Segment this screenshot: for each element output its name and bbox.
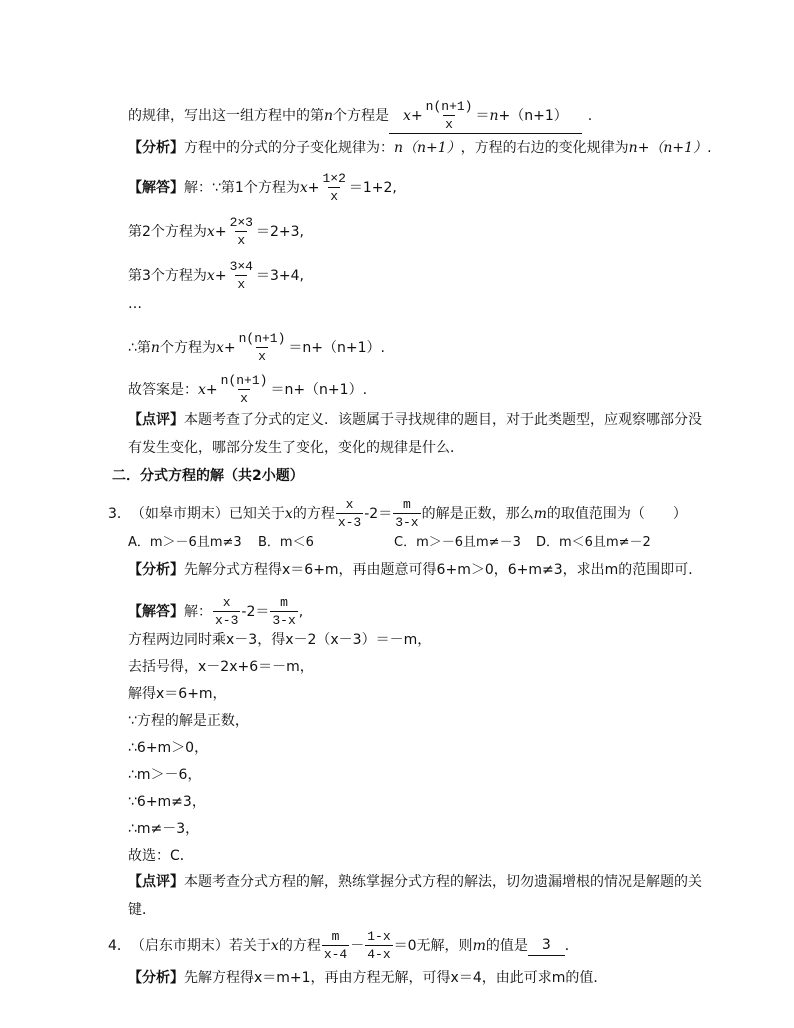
fraction: $\frac{2\times 3}{x}$	[229, 215, 253, 248]
option-c: C．m＞－6且m≠－3	[394, 535, 521, 550]
comment-line: 【点评】 本题考查了分式的定义．该题属于寻找规律的题目，对于此类题型，应观察哪部分没	[128, 412, 702, 428]
solution-line: ∴第 n 个方程为 x + $\frac{n(n+1)}{x}$ ＝n+（n+1）.	[128, 331, 385, 364]
step-line: 方程两边同时乘x－3，得x－2（x－3）＝－m，	[128, 632, 432, 648]
option-b: B．m＜6	[258, 535, 314, 550]
step-line: ∴m≠－3，	[128, 821, 200, 837]
fraction: $\frac{n(n+1)}{x}$	[238, 331, 286, 364]
fraction: $\frac{m}{x-4}$	[323, 929, 348, 962]
answer-summary-line: 故答案是： x + $\frac{n(n+1)}{x}$ ＝n+（n+1）.	[128, 373, 368, 406]
fraction: $\frac{1\times 2}{x}$	[322, 171, 346, 204]
fraction: $\frac{3\times 4}{x}$	[229, 259, 253, 292]
question-3: 3． （如皋市期末）已知关于 x 的方程 $\frac{x}{x-3}$ -2＝ $\frac{m}{3-x}$ 的解是正数，那么 m 的取值范围为（ ）	[108, 497, 687, 530]
step-line: ∴m＞－6，	[128, 767, 202, 783]
fraction: $\frac{x}{x-3}$	[337, 497, 362, 530]
comment-line: 键．	[128, 902, 156, 918]
solution-line: 第3个方程为 x + $\frac{3\times 4}{x}$ ＝3+4,	[128, 259, 304, 292]
step-line: 去括号得，x－2x+6＝－m，	[128, 659, 314, 675]
fraction: $\frac{m}{3-x}$	[395, 497, 419, 530]
step-line: ∴6+m＞0，	[128, 740, 209, 756]
comment-line: 有发生变化，哪部分发生了变化，变化的规律是什么．	[128, 440, 464, 456]
analysis-line: 【分析】 先解方程得x＝m+1，再由方程无解，可得x＝4，由此可求m的值．	[128, 970, 608, 986]
solution-line: 第2个方程为 x + $\frac{2\times 3}{x}$ ＝2+3,	[128, 215, 304, 248]
ellipsis-line: …	[128, 296, 142, 312]
section-heading: 二．分式方程的解（共2小题）	[112, 468, 304, 484]
answer-line: 的规律，写出这一组方程中的第 n 个方程是 x + $\frac{n(n+1)}{x}$ ＝ n +（n+1） .	[128, 99, 593, 132]
analysis-line: 【分析】 先解分式方程得x＝6+m，再由题意可得6+m＞0，6+m≠3，求出m的范围即可．	[128, 562, 703, 578]
fraction: $\frac{x}{x-3}$	[215, 595, 239, 628]
answer-blank: x + $\frac{n(n+1)}{x}$ ＝ n +（n+1）	[389, 98, 582, 134]
solution-line: 【解答】 解：∵第1个方程为 x + $\frac{1\times 2}{x}$ ＝1+2,	[128, 171, 397, 204]
fraction: $\frac{m}{3-x}$	[272, 595, 296, 628]
fraction: $\frac{n(n+1)}{x}$	[425, 99, 473, 132]
solution-line: 【解答】 解： $\frac{x}{x-3}$ -2＝ $\frac{m}{3-x}$ ,	[128, 595, 304, 628]
option-a: A．m＞－6且m≠3	[128, 535, 242, 550]
comment-line: 【点评】 本题考查分式方程的解，熟练掌握分式方程的解法，切勿遗漏增根的情况是解题的关	[128, 874, 702, 890]
step-line: ∵6+m≠3，	[128, 794, 206, 810]
fraction: $\frac{1-x}{4-x}$	[367, 929, 391, 962]
answer-blank: 3	[528, 935, 565, 956]
option-d: D．m＜6且m≠－2	[536, 535, 651, 550]
question-4: 4． （启东市期末）若关于 x 的方程 $\frac{m}{x-4}$ － $\frac{1-x}{4-x}$ ＝0无解，则 m 的值是 3 ．	[108, 929, 579, 962]
step-line: ∵方程的解是正数，	[128, 713, 249, 729]
options-row	[128, 533, 651, 553]
analysis-line: 【分析】 方程中的分式的分子变化规律为： n（n+1） ，方程的右边的变化规律为 n+（n+1） .	[128, 140, 712, 156]
step-line: 解得x＝6+m，	[128, 686, 227, 702]
fraction: $\frac{n(n+1)}{x}$	[220, 373, 268, 406]
step-line: 故选：C．	[128, 848, 194, 864]
